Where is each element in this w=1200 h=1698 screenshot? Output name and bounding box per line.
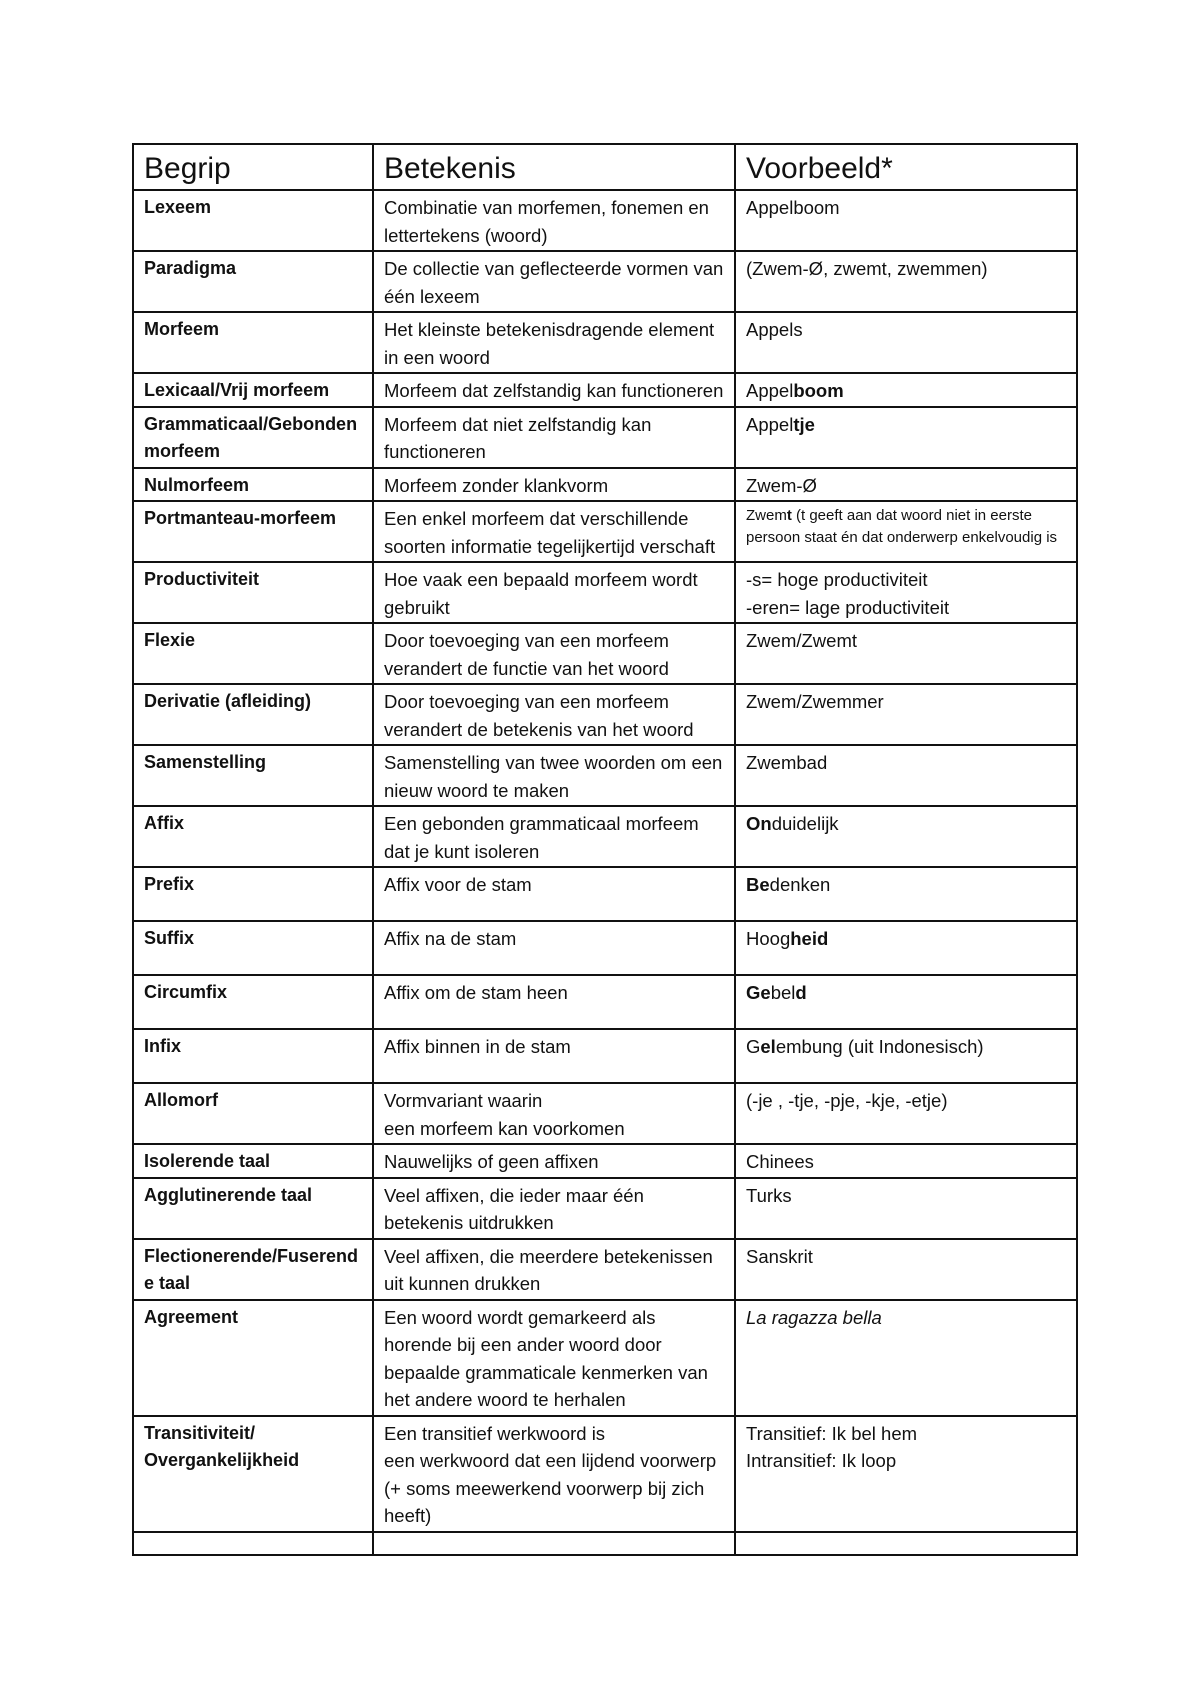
table-row [133, 745, 1077, 806]
example-cell [735, 501, 1077, 562]
meaning-cell: Veel affixen, die meerdere betekenissen uit kunnen drukken [373, 1239, 735, 1300]
table-row [133, 190, 1077, 251]
example-cell: Turks [735, 1178, 1077, 1239]
table-row [133, 1029, 1077, 1083]
terms-table [132, 143, 1078, 1556]
example-plain: denken [769, 874, 831, 895]
table-row [133, 684, 1077, 745]
example-plain: Zwem [746, 507, 787, 524]
example-cell [735, 1300, 1077, 1416]
term-cell: Circumfix [133, 975, 373, 1029]
header-term: Begrip [133, 144, 373, 190]
table-row [133, 251, 1077, 312]
header-example: Voorbeeld* [735, 144, 1077, 190]
example-bold: Ge [746, 982, 771, 1003]
example-plain: Appel [746, 380, 794, 401]
table-row [133, 1416, 1077, 1532]
table-row [133, 1300, 1077, 1416]
term-cell [133, 1416, 373, 1532]
table-row [133, 867, 1077, 921]
example-cell: (-je , -tje, -pje, -kje, -etje) [735, 1083, 1077, 1144]
meaning-cell: Samenstelling van twee woorden om een nieuw woord te maken [373, 745, 735, 806]
term-cell: Infix [133, 1029, 373, 1083]
meaning-line: Vormvariant waarin [384, 1090, 543, 1111]
header-meaning: Betekenis [373, 144, 735, 190]
example-plain: bel [770, 982, 796, 1003]
table-row [133, 623, 1077, 684]
meaning-cell: Een gebonden grammaticaal morfeem dat je kunt isoleren [373, 806, 735, 867]
meaning-cell: Morfeem zonder klankvorm [373, 468, 735, 502]
example-plain: Hoog [746, 928, 791, 949]
example-cell [735, 1029, 1077, 1083]
term-cell: Lexeem [133, 190, 373, 251]
term-cell: Nulmorfeem [133, 468, 373, 502]
document-page [132, 143, 1078, 1556]
table-row [133, 1178, 1077, 1239]
meaning-line: Een transitief werkwoord is [384, 1422, 606, 1444]
term-line: Transitiviteit/ [144, 1422, 256, 1443]
table-row [133, 921, 1077, 975]
table-row [133, 1144, 1077, 1178]
example-cell: Sanskrit [735, 1239, 1077, 1300]
meaning-cell: Door toevoeging van een morfeem verandert de betekenis van het woord [373, 684, 735, 745]
term-cell: Isolerende taal [133, 1144, 373, 1178]
meaning-cell: Affix na de stam [373, 921, 735, 975]
term-cell: Flectionerende/Fuserende taal [133, 1239, 373, 1300]
example-bold: Be [746, 874, 770, 895]
example-cell [735, 921, 1077, 975]
meaning-cell: De collectie van geflecteerde vormen van één lexeem [373, 251, 735, 312]
term-cell: Agglutinerende taal [133, 1178, 373, 1239]
example-cell: Chinees [735, 1144, 1077, 1178]
term-line: Overgankelijkheid [144, 1450, 300, 1470]
table-row [133, 806, 1077, 867]
example-cell [735, 806, 1077, 867]
example-cell [735, 407, 1077, 468]
table-row [133, 468, 1077, 502]
example-cell [735, 867, 1077, 921]
term-cell: Derivatie (afleiding) [133, 684, 373, 745]
example-bold: d [795, 982, 807, 1003]
term-cell: Prefix [133, 867, 373, 921]
example-cell: Zwembad [735, 745, 1077, 806]
example-bold: boom [793, 380, 844, 401]
empty-cell [735, 1532, 1077, 1555]
meaning-cell: Morfeem dat zelfstandig kan functioneren [373, 373, 735, 407]
meaning-cell [373, 1083, 735, 1144]
table-row [133, 1239, 1077, 1300]
meaning-cell: Affix om de stam heen [373, 975, 735, 1029]
term-cell: Grammaticaal/Gebonden morfeem [133, 407, 373, 468]
example-bold: tje [793, 413, 815, 435]
example-cell: Appelboom [735, 190, 1077, 251]
example-rest: (t geeft aan dat woord niet in eerste persoon staat én dat onderwerp enkelvoudig is [746, 507, 1058, 546]
table-row [133, 407, 1077, 468]
meaning-cell: Het kleinste betekenisdragende element in een woord [373, 312, 735, 373]
example-plain: duidelijk [771, 813, 839, 834]
example-cell: Appels [735, 312, 1077, 373]
term-cell: Affix [133, 806, 373, 867]
example-plain: embung (uit Indonesisch) [775, 1036, 984, 1057]
term-cell: Agreement [133, 1300, 373, 1416]
term-cell: Productiviteit [133, 562, 373, 623]
meaning-line: een werkwoord dat een lijdend voorwerp (+ soms meewerkend voorwerp bij zich heeft) [384, 1450, 717, 1526]
meaning-cell: Veel affixen, die ieder maar één betekenis uitdrukken [373, 1178, 735, 1239]
example-italic: La ragazza bella [746, 1306, 882, 1328]
example-line: -s= hoge productiviteit [746, 569, 928, 590]
example-cell [735, 1416, 1077, 1532]
example-bold: el [760, 1036, 776, 1057]
example-cell: Zwem-Ø [735, 468, 1077, 502]
table-row [133, 373, 1077, 407]
meaning-cell: Affix voor de stam [373, 867, 735, 921]
table-row [133, 1083, 1077, 1144]
example-plain: Appel [746, 413, 794, 435]
term-cell: Allomorf [133, 1083, 373, 1144]
table-row [133, 562, 1077, 623]
term-cell: Suffix [133, 921, 373, 975]
meaning-cell: Door toevoeging van een morfeem verandert de functie van het woord [373, 623, 735, 684]
term-cell: Portmanteau-morfeem [133, 501, 373, 562]
table-row [133, 312, 1077, 373]
example-plain: G [746, 1036, 761, 1057]
meaning-line: een morfeem kan voorkomen [384, 1117, 625, 1139]
example-cell [735, 562, 1077, 623]
table-row [133, 501, 1077, 562]
meaning-cell: Een enkel morfeem dat verschillende soorten informatie tegelijkertijd verschaft [373, 501, 735, 562]
example-cell [735, 373, 1077, 407]
term-cell: Lexicaal/Vrij morfeem [133, 373, 373, 407]
empty-cell [133, 1532, 373, 1555]
meaning-cell [373, 1416, 735, 1532]
meaning-cell: Morfeem dat niet zelfstandig kan functioneren [373, 407, 735, 468]
meaning-cell: Hoe vaak een bepaald morfeem wordt gebruikt [373, 562, 735, 623]
table-row [133, 975, 1077, 1029]
term-cell: Flexie [133, 623, 373, 684]
meaning-cell: Affix binnen in de stam [373, 1029, 735, 1083]
example-bold: t [786, 507, 792, 524]
term-cell: Samenstelling [133, 745, 373, 806]
example-bold: heid [790, 928, 829, 949]
example-line: Transitief: Ik bel hem [746, 1422, 918, 1444]
empty-row [133, 1532, 1077, 1555]
example-bold: On [746, 813, 772, 834]
example-cell: (Zwem-Ø, zwemt, zwemmen) [735, 251, 1077, 312]
example-cell: Zwem/Zwemt [735, 623, 1077, 684]
example-cell [735, 975, 1077, 1029]
meaning-cell: Een woord wordt gemarkeerd als horende bij een ander woord door bepaalde grammaticale kenmerken van het andere woord te herhalen [373, 1300, 735, 1416]
term-cell: Paradigma [133, 251, 373, 312]
example-cell: Zwem/Zwemmer [735, 684, 1077, 745]
header-row [133, 144, 1077, 190]
example-line: -eren= lage productiviteit [746, 596, 950, 618]
meaning-cell: Combinatie van morfemen, fonemen en lettertekens (woord) [373, 190, 735, 251]
empty-cell [373, 1532, 735, 1555]
term-cell: Morfeem [133, 312, 373, 373]
example-line: Intransitief: Ik loop [746, 1450, 897, 1471]
meaning-cell: Nauwelijks of geen affixen [373, 1144, 735, 1178]
